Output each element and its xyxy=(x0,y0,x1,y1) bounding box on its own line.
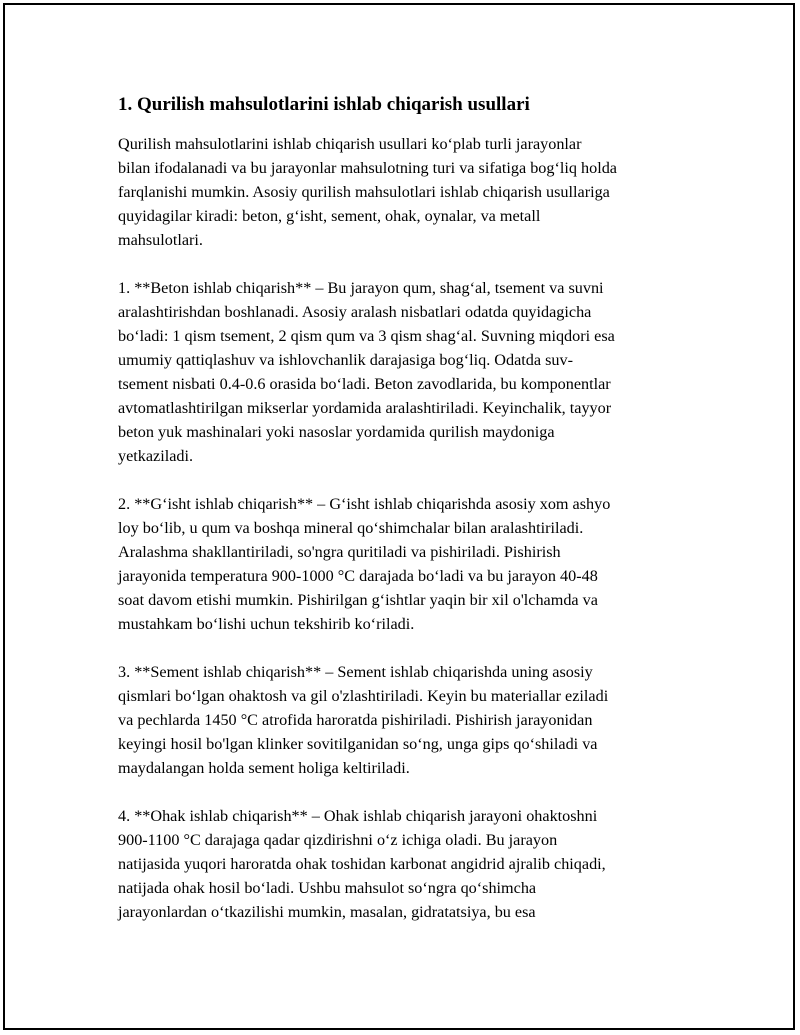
text-line: soat davom etishi mumkin. Pishirilgan gʻishtlar yaqin bir xil o'lchamda va xyxy=(118,591,598,609)
paragraph xyxy=(118,804,698,924)
paragraph xyxy=(118,276,698,468)
text-line: Aralashma shakllantiriladi, so'ngra quritiladi va pishiriladi. Pishirish xyxy=(118,543,561,561)
paragraph xyxy=(118,492,698,636)
text-line: loy boʻlib, u qum va boshqa mineral qoʻshimchalar bilan aralashtiriladi. xyxy=(118,519,584,537)
text-line: jarayonlardan oʻtkazilishi mumkin, masalan, gidratatsiya, bu esa xyxy=(118,903,536,921)
text-line: mustahkam boʻlishi uchun tekshirib koʻriladi. xyxy=(118,615,415,633)
text-line: jarayonida temperatura 900-1000 °C darajada boʻladi va bu jarayon 40-48 xyxy=(118,567,598,585)
paragraph xyxy=(118,132,698,252)
text-line: 1. **Beton ishlab chiqarish** – Bu jarayon qum, shagʻal, tsement va suvni xyxy=(118,279,604,297)
text-line: tsement nisbati 0.4-0.6 orasida boʻladi. Beton zavodlarida, bu komponentlar xyxy=(118,375,611,393)
document-body xyxy=(118,92,698,948)
text-line: Qurilish mahsulotlarini ishlab chiqarish usullari koʻplab turli jarayonlar xyxy=(118,135,582,153)
text-line: natijasida yuqori haroratda ohak toshidan karbonat angidrid ajralib chiqadi, xyxy=(118,855,606,873)
text-line: farqlanishi mumkin. Asosiy qurilish mahsulotlari ishlab chiqarish usullariga xyxy=(118,183,610,201)
text-line: 2. **Gʻisht ishlab chiqarish** – Gʻisht ishlab chiqarishda asosiy xom ashyo xyxy=(118,495,611,513)
text-line: maydalangan holda sement holiga keltiriladi. xyxy=(118,759,410,777)
paragraph-container xyxy=(118,132,698,924)
text-line: boʻladi: 1 qism tsement, 2 qism qum va 3 qism shagʻal. Suvning miqdori esa xyxy=(118,327,615,345)
text-line: aralashtirishdan boshlanadi. Asosiy aralash nisbatlari odatda quyidagicha xyxy=(118,303,592,321)
text-line: beton yuk mashinalari yoki nasoslar yordamida qurilish maydoniga xyxy=(118,423,555,441)
text-line: natijada ohak hosil boʻladi. Ushbu mahsulot soʻngra qoʻshimcha xyxy=(118,879,537,897)
paragraph xyxy=(118,660,698,780)
text-line: mahsulotlari. xyxy=(118,231,203,249)
text-line: 900-1100 °C darajaga qadar qizdirishni oʻz ichiga oladi. Bu jarayon xyxy=(118,831,558,849)
text-line: keyingi hosil bo'lgan klinker sovitilganidan soʻng, unga gips qoʻshiladi va xyxy=(118,735,598,753)
text-line: quyidagilar kiradi: beton, gʻisht, sement, ohak, oynalar, va metall xyxy=(118,207,541,225)
text-line: va pechlarda 1450 °C atrofida haroratda pishiriladi. Pishirish jarayonidan xyxy=(118,711,593,729)
text-line: avtomatlashtirilgan mikserlar yordamida aralashtiriladi. Keyinchalik, tayyor xyxy=(118,399,612,417)
text-line: umumiy qattiqlashuv va ishlovchanlik darajasiga bogʻliq. Odatda suv- xyxy=(118,351,573,369)
text-line: qismlari boʻlgan ohaktosh va gil o'zlashtiriladi. Keyin bu materiallar eziladi xyxy=(118,687,609,705)
text-line: 4. **Ohak ishlab chiqarish** – Ohak ishlab chiqarish jarayoni ohaktoshni xyxy=(118,807,598,825)
text-line: 3. **Sement ishlab chiqarish** – Sement ishlab chiqarishda uning asosiy xyxy=(118,663,593,681)
text-line: bilan ifodalanadi va bu jarayonlar mahsulotning turi va sifatiga bogʻliq holda xyxy=(118,159,617,177)
document-title: 1. Qurilish mahsulotlarini ishlab chiqarish usullari xyxy=(118,94,530,115)
text-line: yetkaziladi. xyxy=(118,447,194,465)
